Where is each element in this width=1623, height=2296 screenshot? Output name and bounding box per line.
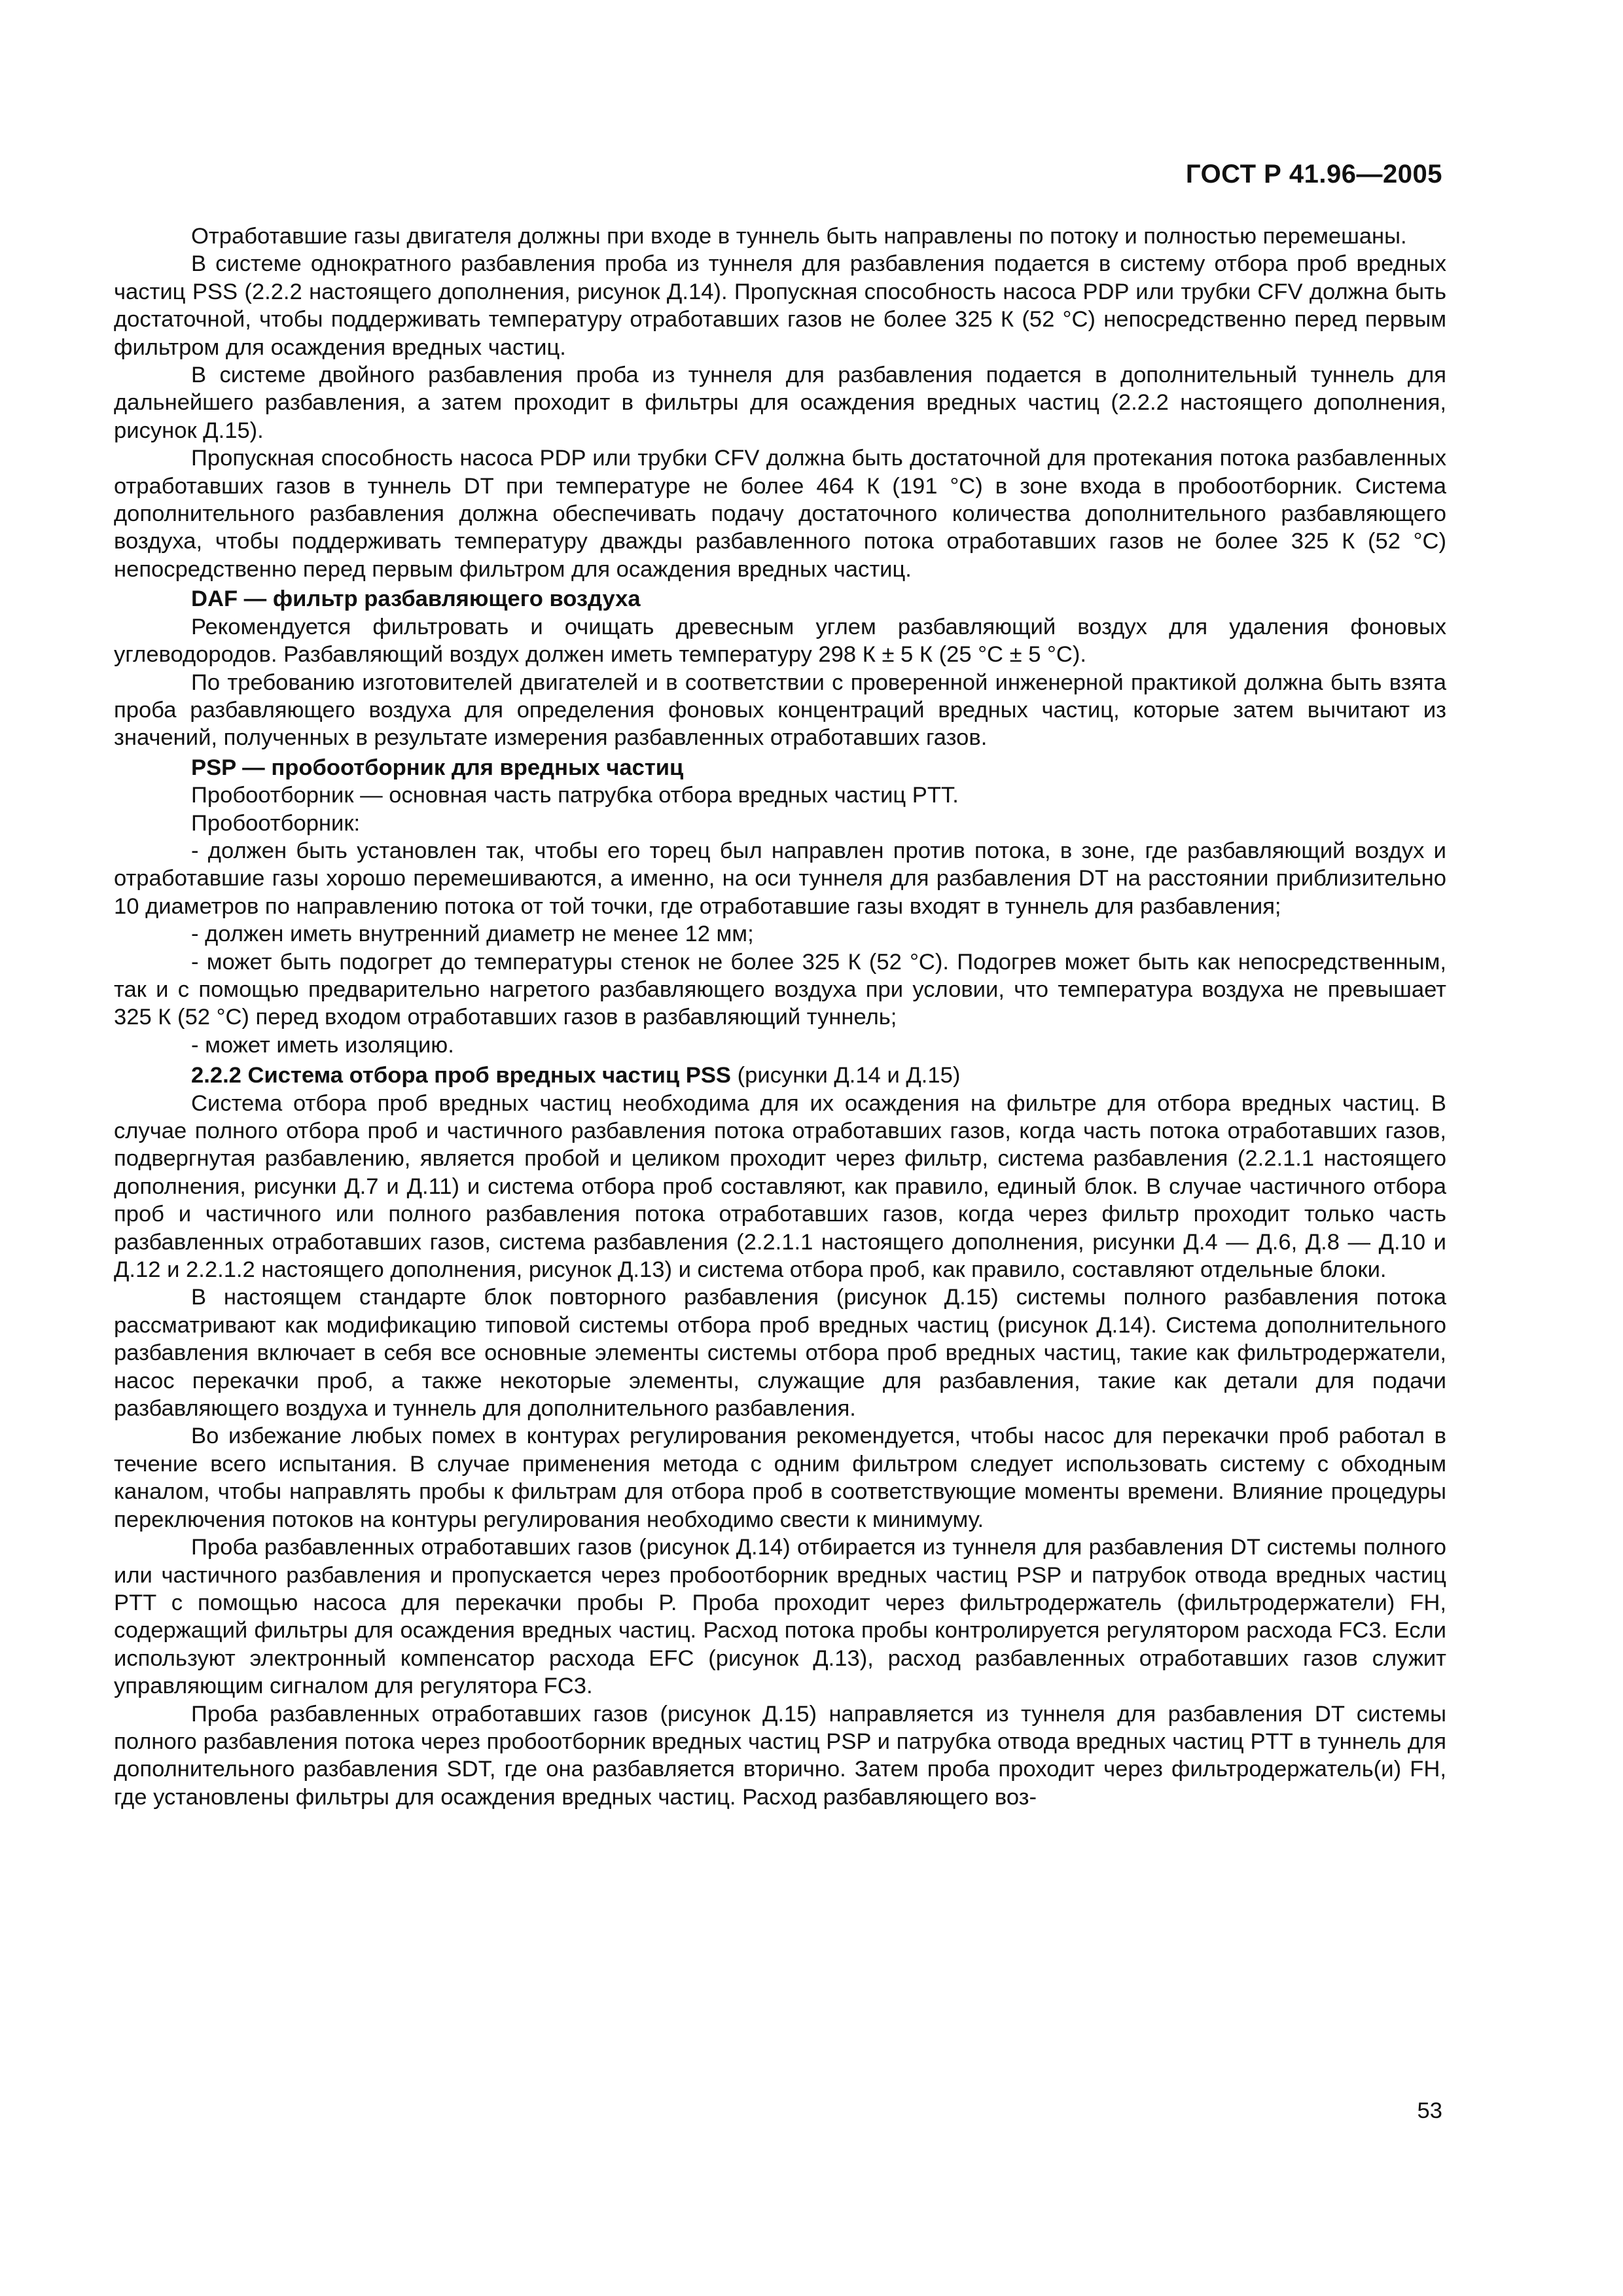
paragraph-sample-path-d15: Проба разбавленных отработавших газов (рисунок Д.15) направляется из туннеля для разбавления DT системы полного разбавления потока через пробоотборник вредных частиц PSP и патрубка отвода вредных частиц PTT в туннель для дополнительного разбавления SDT, где она разбавляется вторично. Затем проба проходит через фильтродержатель(и) FH, где установлены фильтры для осаждения вредных частиц. Расход разбавляющего воз- xyxy=(114,1701,1446,1810)
paragraph-pss-purpose: Система отбора проб вредных частиц необходима для их осаждения на фильтре для отбора вредных частиц. В случае полного отбора проб и частичного разбавления потока отработавших газов, когда часть потока отработавших газов, подвергнутая разбавлению, является пробой и целиком проходит через фильтр, система разбавления (2.2.1.1 настоящего дополнения, рисунки Д.7 и Д.11) и система отбора проб составляют, как правило, единый блок. В случае частичного отбора проб и частичного или полного разбавления потока отработавших газов, когда через фильтр проходит только часть разбавленных отработавших газов, система разбавления (2.2.1.1 настоящего дополнения, рисунки Д.4 — Д.6, Д.8 — Д.10 и Д.12 и 2.2.1.2 настоящего дополнения, рисунок Д.13) и система отбора проб, как правило, составляют отдельные блоки. xyxy=(114,1090,1446,1283)
list-item-probe-insulation: - может иметь изоляцию. xyxy=(191,1032,454,1058)
heading-psp: PSP — пробоотборник для вредных частиц xyxy=(191,755,684,780)
paragraph-probe-intro: Пробоотборник: xyxy=(191,810,361,836)
section-heading-2-2-2-title: 2.2.2 Система отбора проб вредных частиц PSS xyxy=(191,1063,731,1088)
paragraph-exhaust-mixing: Отработавшие газы двигателя должны при входе в туннель быть направлены по потоку и полностью перемешаны. xyxy=(191,224,1407,249)
section-heading-2-2-2-refs: (рисунки Д.14 и Д.15) xyxy=(730,1063,961,1088)
paragraph-secondary-dilution-block: В настоящем стандарте блок повторного разбавления (рисунок Д.15) системы полного разбавления потока рассматривают как модификацию типовой системы отбора проб вредных частиц (рисунок Д.14). Система дополнительного разбавления включает в себя все основные элементы системы отбора проб вредных частиц, такие как фильтродержатели, насос перекачки проб, а также некоторые элементы, служащие для разбавления, такие как детали для подачи разбавляющего воздуха и туннель для дополнительного разбавления. xyxy=(114,1285,1446,1422)
paragraph-sample-path-d14: Проба разбавленных отработавших газов (рисунок Д.14) отбирается из туннеля для разбавления DT системы полного или частичного разбавления и пропускается через пробоотборник вредных частиц PSP и патрубок отвода вредных частиц PTT с помощью насоса для перекачки пробы P. Проба проходит через фильтродержатель (фильтродержатели) FH, содержащий фильтры для осаждения вредных частиц. Расход потока пробы контролируется регулятором расхода FC3. Если используют электронный компенсатор расхода EFC (рисунок Д.13), расход разбавленных отработавших газов служит управляющим сигналом для регулятора FC3. xyxy=(114,1535,1446,1699)
paragraph-pump-operation: Во избежание любых помех в контурах регулирования рекомендуется, чтобы насос для перекачки проб работал в течение всего испытания. В случае применения метода с одним фильтром следует использовать систему с обходным каналом, чтобы направлять пробы к фильтрам для отбора проб в соответствующие моменты времени. Влияние процедуры переключения потоков на контуры регулирования необходимо свести к минимуму. xyxy=(114,1424,1446,1532)
paragraph-probe-definition: Пробоотборник — основная часть патрубка отбора вредных частиц PTT. xyxy=(191,783,959,808)
list-item-probe-diameter: - должен иметь внутренний диаметр не менее 12 мм; xyxy=(191,922,754,947)
page-number: 53 xyxy=(1417,2098,1442,2123)
section-heading-2-2-2 xyxy=(114,1062,1446,1089)
heading-daf: DAF — фильтр разбавляющего воздуха xyxy=(191,586,641,612)
document-standard-id: ГОСТ Р 41.96—2005 xyxy=(1185,160,1442,188)
paragraph-double-dilution: В системе двойного разбавления проба из туннеля для разбавления подается в дополнительный туннель для дальнейшего разбавления, а затем проходит в фильтры для осаждения вредных частиц (2.2.2 настоящего дополнения, рисунок Д.15). xyxy=(114,363,1446,443)
list-item-probe-placement: - должен быть установлен так, чтобы его торец был направлен против потока, в зоне, где разбавляющий воздух и отработавшие газы хорошо перемешиваются, а именно, на оси туннеля для разбавления DT на расстоянии приблизительно 10 диаметров по направлению потока от той точки, где отработавшие газы входят в туннель для разбавления; xyxy=(114,838,1446,919)
paragraph-background-sample: По требованию изготовителей двигателей и в соответствии с проверенной инженерной практикой должна быть взята проба разбавляющего воздуха для определения фоновых концентраций вредных частиц, которые затем вычитают из значений, полученных в результате измерения разбавленных отработавших газов. xyxy=(114,670,1446,751)
page-body xyxy=(114,223,1446,1811)
paragraph-single-dilution: В системе однократного разбавления проба из туннеля для разбавления подается в систему отбора проб вредных частиц PSS (2.2.2 настоящего дополнения, рисунок Д.14). Пропускная способность насоса PDP или трубки CFV должна быть достаточной, чтобы поддерживать температуру отработавших газов не более 325 К (52 °С) непосредственно перед первым фильтром для осаждения вредных частиц. xyxy=(114,251,1446,360)
paragraph-daf-filtering: Рекомендуется фильтровать и очищать древесным углем разбавляющий воздух для удаления фоновых углеводородов. Разбавляющий воздух должен иметь температуру 298 К ± 5 К (25 °С ± 5 °С). xyxy=(114,614,1446,668)
list-item-probe-heating: - может быть подогрет до температуры стенок не более 325 К (52 °С). Подогрев может быть как непосредственным, так и с помощью предварительно нагретого разбавляющего воздуха при условии, что температура воздуха не превышает 325 К (52 °С) перед входом отработавших газов в разбавляющий туннель; xyxy=(114,949,1446,1030)
paragraph-pump-capacity: Пропускная способность насоса PDP или трубки CFV должна быть достаточной для протекания потока разбавленных отработавших газов в туннель DT при температуре не более 464 К (191 °С) в зоне входа в пробоотборник. Система дополнительного разбавления должна обеспечивать подачу достаточного количества дополнительного разбавляющего воздуха, чтобы поддерживать температуру дважды разбавленного потока отработавших газов не более 325 К (52 °С) непосредственно перед первым фильтром для осаждения вредных частиц. xyxy=(114,446,1446,582)
